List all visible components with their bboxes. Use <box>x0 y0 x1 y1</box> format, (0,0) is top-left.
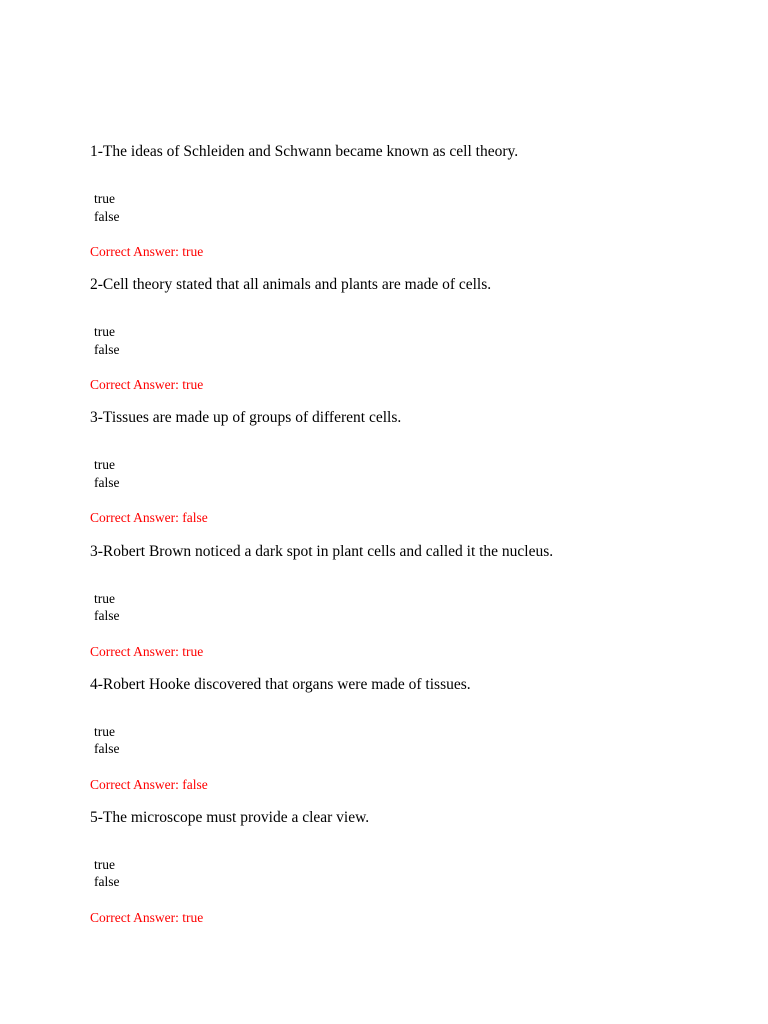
option-false[interactable]: false <box>94 341 120 357</box>
question-text: 2-Cell theory stated that all animals and plants are made of cells. <box>90 276 492 294</box>
option-false[interactable]: false <box>94 474 120 490</box>
option-true[interactable]: true <box>94 723 115 739</box>
correct-answer: Correct Answer: false <box>90 510 208 526</box>
answer-options <box>94 323 119 358</box>
question-block <box>90 809 730 942</box>
question-block <box>90 276 730 409</box>
option-false[interactable]: false <box>94 608 120 624</box>
answer-options <box>94 190 119 225</box>
answer-options <box>94 856 119 891</box>
question-block <box>90 543 730 676</box>
correct-answer: Correct Answer: true <box>90 244 204 259</box>
option-true[interactable]: true <box>94 457 115 473</box>
option-false[interactable]: false <box>94 208 120 224</box>
answer-options <box>94 456 119 491</box>
answer-options <box>94 723 119 758</box>
option-true[interactable]: true <box>94 590 115 606</box>
question-text: 5-The microscope must provide a clear view. <box>90 808 370 826</box>
option-true[interactable]: true <box>94 191 115 206</box>
question-text: 3-Robert Brown noticed a dark spot in plant cells and called it the nucleus. <box>90 542 554 560</box>
question-text: 4-Robert Hooke discovered that organs were made of tissues. <box>90 675 471 693</box>
question-text: 3-Tissues are made up of groups of different cells. <box>90 409 402 427</box>
question-block <box>90 676 730 809</box>
correct-answer: Correct Answer: false <box>90 776 208 792</box>
correct-answer: Correct Answer: true <box>90 643 204 659</box>
question-block <box>90 409 730 542</box>
option-true[interactable]: true <box>94 324 115 340</box>
correct-answer: Correct Answer: true <box>90 377 204 393</box>
option-true[interactable]: true <box>94 856 115 872</box>
correct-answer: Correct Answer: true <box>90 909 204 925</box>
option-false[interactable]: false <box>94 874 120 890</box>
question-text: 1-The ideas of Schleiden and Schwann became known as cell theory. <box>90 143 519 160</box>
quiz-document <box>90 143 730 942</box>
question-block <box>90 143 730 276</box>
answer-options <box>94 590 119 625</box>
option-false[interactable]: false <box>94 741 120 757</box>
